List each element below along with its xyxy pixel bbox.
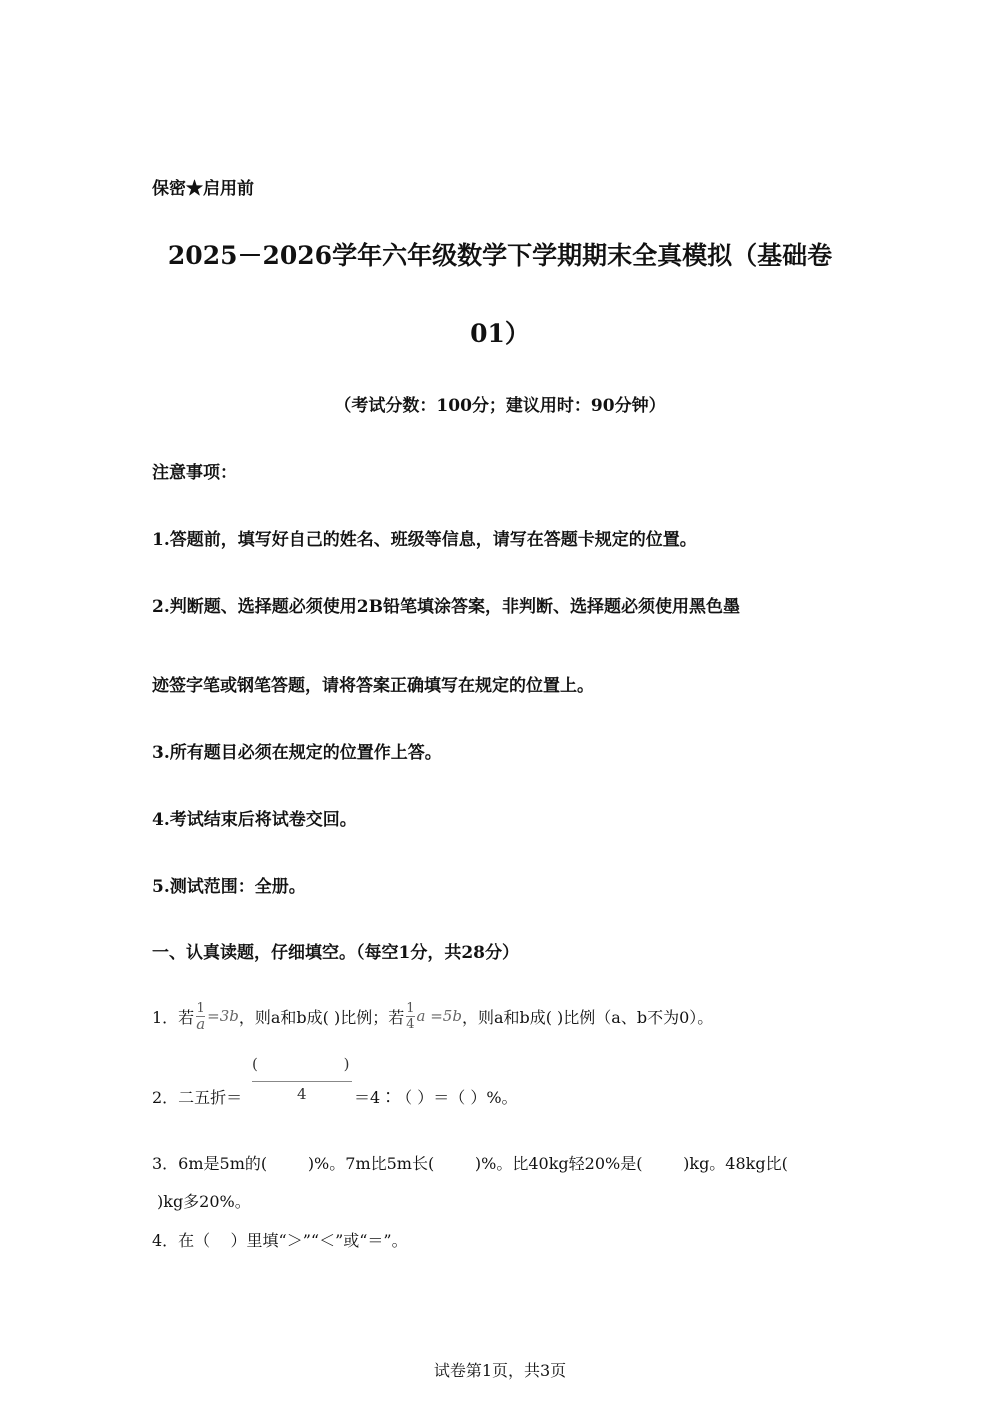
notice-item: 1.答题前，填写好自己的姓名、班级等信息，请写在答题卡规定的位置。 [152,530,697,550]
fraction-numerator: 1 [196,1000,205,1016]
q1-middle-text: ，则a和b成( )比例；若 [238,1007,405,1027]
fraction-bar [252,1081,352,1082]
page-footer: 试卷第1页，共3页 [433,1361,567,1380]
q1-equation-1: =3b [207,1007,239,1025]
exam-subtitle: （考试分数：100分；建议用时：90分钟） [334,396,666,416]
notice-item: 2.判断题、选择题必须使用2B铅笔填涂答案，非判断、选择题必须使用黑色墨 [152,597,740,617]
question-4: 4．在（ ）里填“＞”“＜”或“＝”。 [152,1231,408,1250]
fraction-numerator: 1 [406,1000,415,1016]
fraction-1-over-4 [406,1001,414,1032]
notice-item: 3.所有题目必须在规定的位置作上答。 [152,743,442,763]
notice-item: 5.测试范围：全册。 [152,877,306,897]
question-1 [152,996,713,1036]
fraction-1-over-a [196,1001,205,1032]
q2-fraction [252,1055,352,1103]
page-title-line1: 2025－2026学年六年级数学下学期期末全真模拟（基础卷 [167,241,833,270]
question-3-line1: 3．6m是5m的( )%。7m比5m长( )%。比40kg轻20%是( )kg。48kg比( [152,1154,788,1173]
notice-item: 4.考试结束后将试卷交回。 [152,810,357,830]
q2-suffix: ＝4∶（ ）＝（ ）%。 [354,1088,518,1107]
q1-equation-2: a =5b [416,1007,462,1025]
section-heading: 一、认真读题，仔细填空。（每空1分，共28分） [152,943,519,963]
question-3-line2: )kg多20%。 [157,1192,251,1211]
q2-prefix: 2．二五折＝ [152,1088,243,1107]
notice-item: 迹签字笔或钢笔答题，请将答案正确填写在规定的位置上。 [152,676,594,696]
q1-suffix: ，则a和b成( )比例（a、b不为0）。 [461,1007,714,1027]
fraction-numerator: ( ) [252,1055,350,1073]
fraction-denominator: 4 [297,1085,307,1103]
fraction-denominator: a [196,1014,206,1033]
fraction-denominator: 4 [406,1016,415,1032]
notice-heading: 注意事项： [152,463,237,483]
secret-label: 保密★启用前 [152,179,254,199]
q1-prefix: 1．若 [152,1007,195,1027]
page-title-line2: 01） [470,319,530,348]
